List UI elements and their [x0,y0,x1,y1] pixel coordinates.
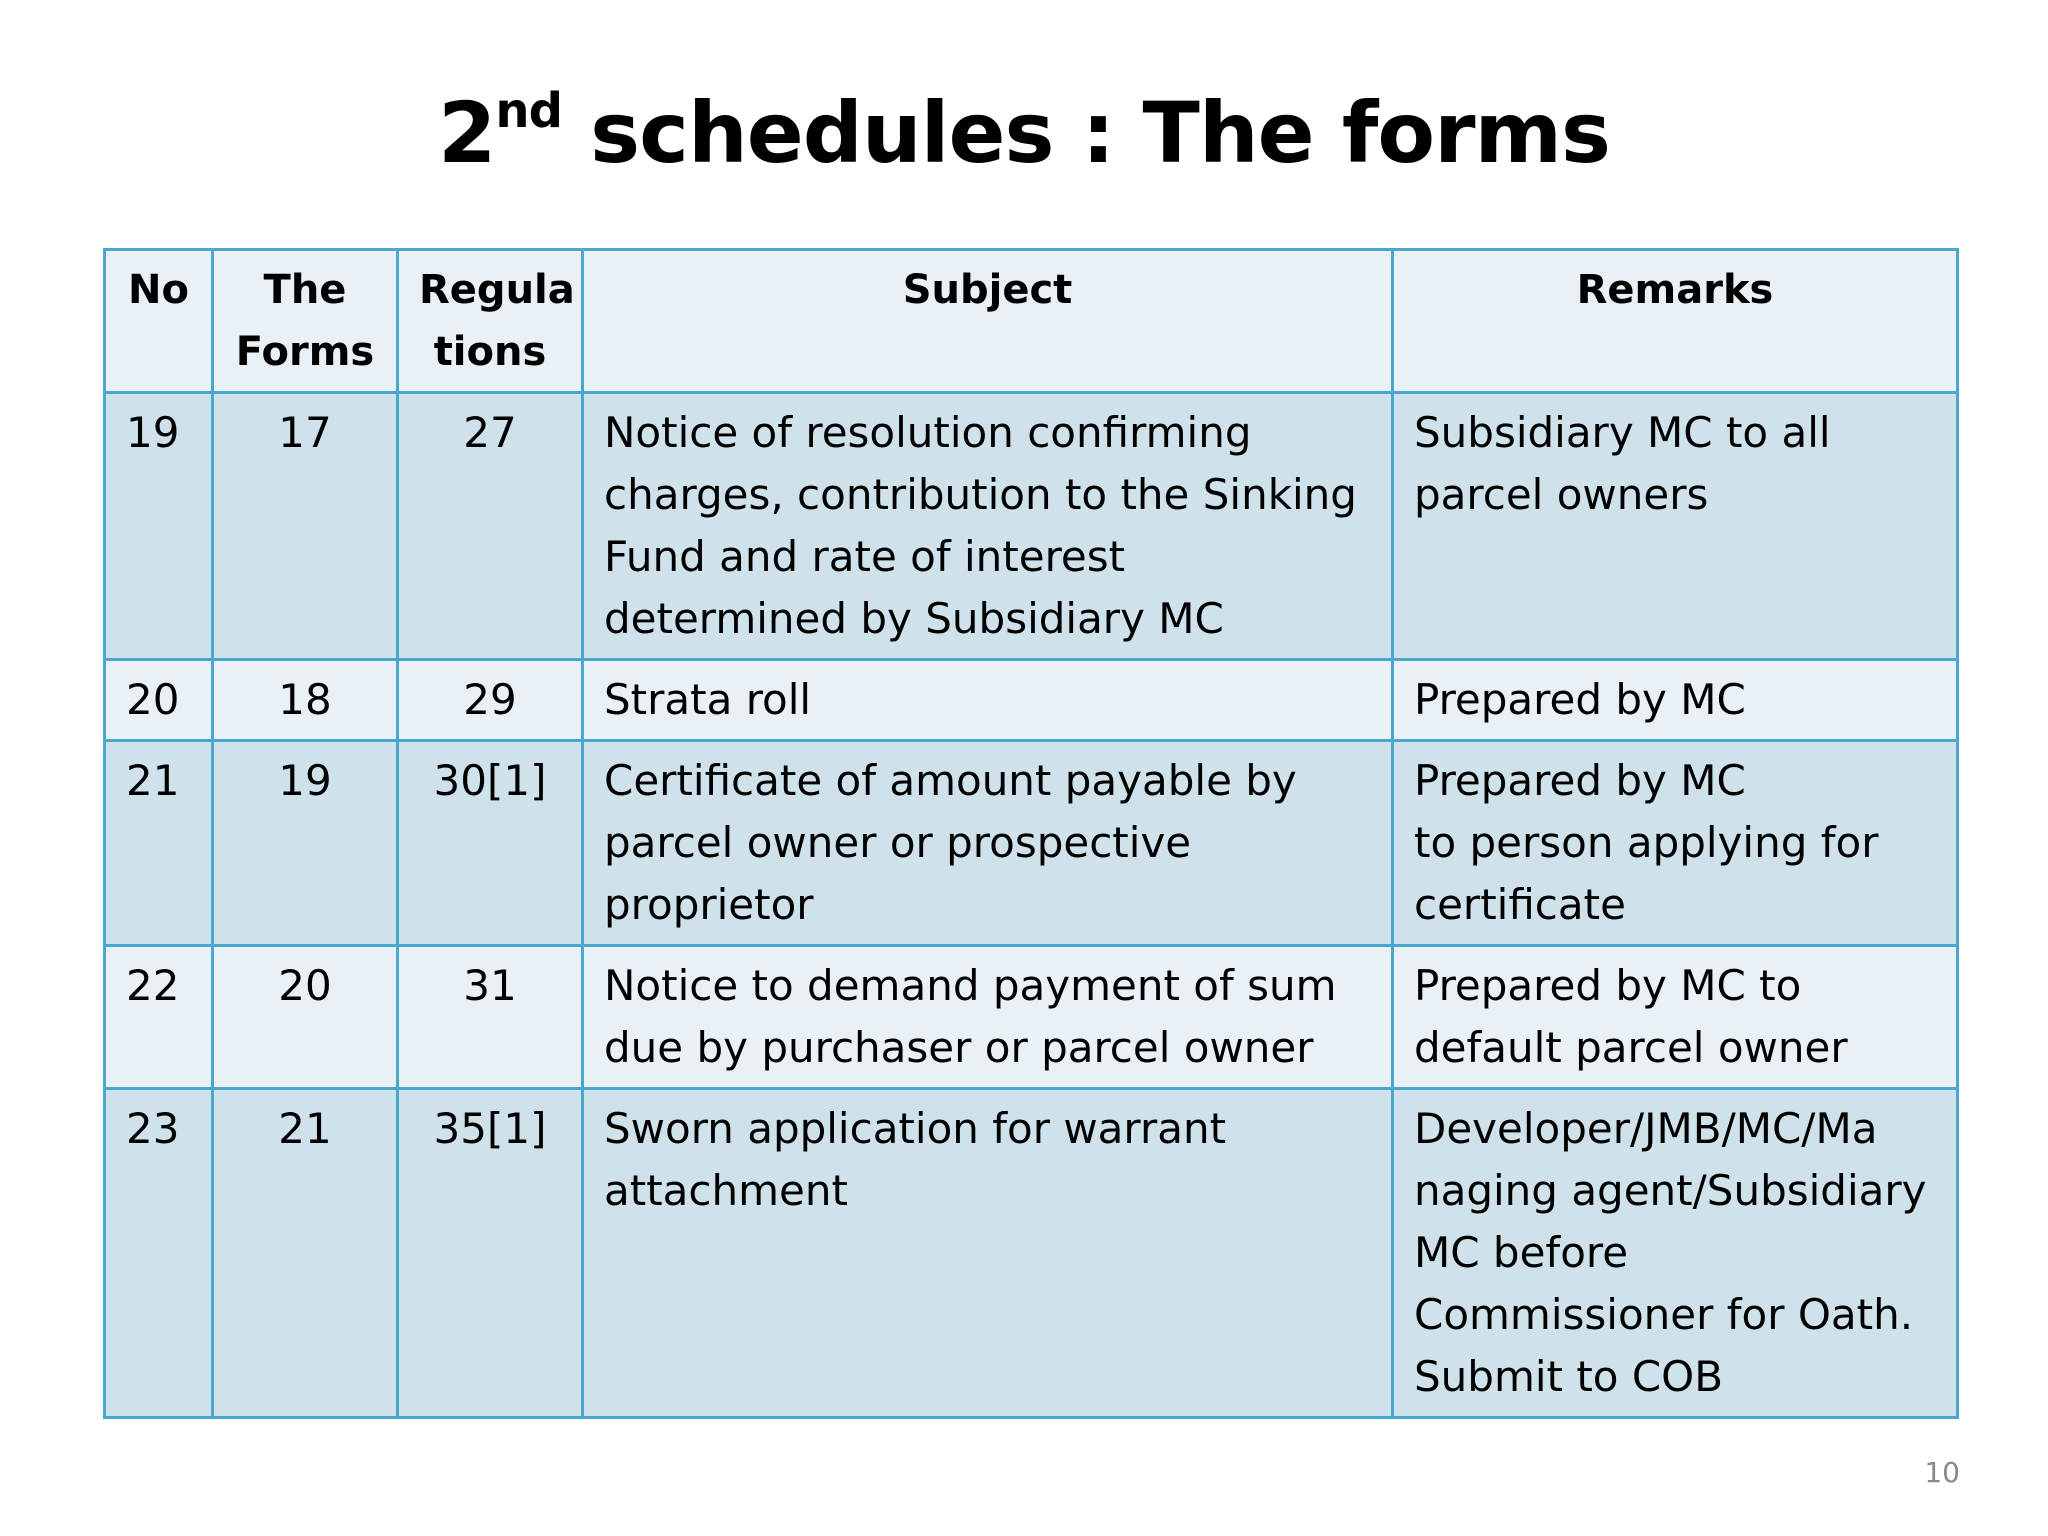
table-row [105,1089,1958,1418]
cell-subject: Strata roll [583,660,1393,741]
cell-regulation: 35[1] [398,1089,583,1418]
header-subject: Subject [583,250,1393,393]
table-row [105,741,1958,946]
title-prefix: 2 [437,84,496,182]
cell-subject: Certificate of amount payable by parcel owner or prospective proprietor [583,741,1393,946]
cell-no: 20 [105,660,213,741]
header-remarks: Remarks [1393,250,1958,393]
cell-no: 22 [105,946,213,1089]
header-regulations: Regula tions [398,250,583,393]
cell-remarks: Prepared by MC to person applying for certificate [1393,741,1958,946]
cell-subject: Sworn application for warrant attachment [583,1089,1393,1418]
title-rest: schedules : The forms [561,84,1611,182]
slide-title [0,78,2048,188]
table-row [105,946,1958,1089]
cell-regulation: 29 [398,660,583,741]
cell-form: 17 [213,393,398,660]
cell-regulation: 31 [398,946,583,1089]
title-superscript: nd [495,83,562,139]
header-no: No [105,250,213,393]
cell-regulation: 30[1] [398,741,583,946]
cell-no: 21 [105,741,213,946]
cell-remarks: Prepared by MC [1393,660,1958,741]
cell-form: 18 [213,660,398,741]
cell-form: 20 [213,946,398,1089]
cell-no: 23 [105,1089,213,1418]
cell-remarks: Developer/JMB/MC/Ma naging agent/Subsidiary MC before Commissioner for Oath. Submit to COB [1393,1089,1958,1418]
forms-table [103,248,1959,1419]
cell-subject: Notice to demand payment of sum due by purchaser or parcel owner [583,946,1393,1089]
cell-subject: Notice of resolution confirming charges, contribution to the Sinking Fund and rate of interest determined by Subsidiary MC [583,393,1393,660]
cell-remarks: Prepared by MC to default parcel owner [1393,946,1958,1089]
table-header-row [105,250,1958,393]
table-row [105,660,1958,741]
header-the-forms: The Forms [213,250,398,393]
cell-form: 19 [213,741,398,946]
page-number: 10 [1924,1456,1960,1489]
cell-no: 19 [105,393,213,660]
cell-regulation: 27 [398,393,583,660]
cell-remarks: Subsidiary MC to all parcel owners [1393,393,1958,660]
table-row [105,393,1958,660]
cell-form: 21 [213,1089,398,1418]
table-body [105,393,1958,1418]
